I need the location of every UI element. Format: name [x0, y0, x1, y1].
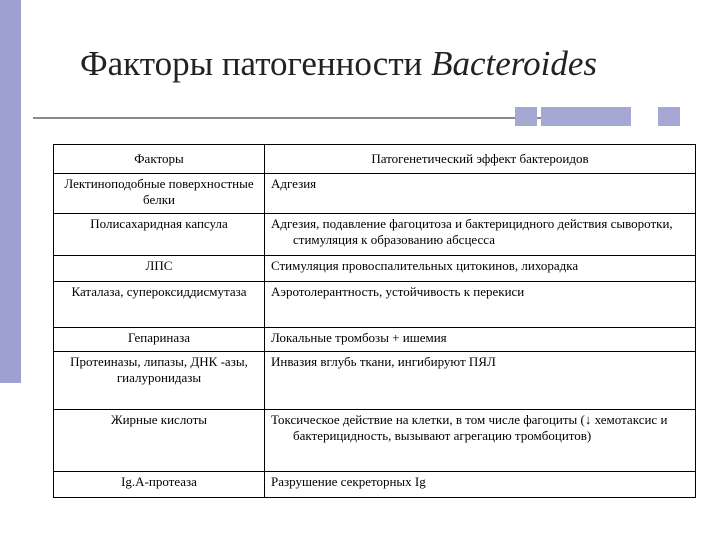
table-row — [54, 410, 696, 472]
factor-cell: Жирные кислоты — [54, 410, 265, 472]
factor-cell: Каталаза, супероксиддисмутаза — [54, 282, 265, 328]
left-accent-bar — [0, 0, 21, 383]
effect-cell: Адгезия, подавление фагоцитоза и бактерицидного действия сыворотки, стимуляция к образованию абсцесса — [271, 216, 673, 247]
table-row — [54, 282, 696, 328]
table-row — [54, 174, 696, 214]
factor-cell: Полисахаридная капсула — [54, 214, 265, 256]
title-divider — [33, 117, 628, 119]
factor-cell: Лектиноподобные поверхностные белки — [54, 174, 265, 214]
table-header-row — [54, 145, 696, 174]
factor-cell: Ig.A-протеаза — [54, 472, 265, 498]
header-effect: Патогенетический эффект бактероидов — [265, 145, 696, 174]
effect-cell: Инвазия вглубь ткани, ингибируют ПЯЛ — [265, 352, 696, 410]
table-row — [54, 352, 696, 410]
header-factors: Факторы — [54, 145, 265, 174]
decorative-square-1 — [515, 107, 537, 126]
slide-title — [80, 44, 597, 84]
factor-cell: Гепариназа — [54, 328, 265, 352]
effect-cell: Разрушение секреторных Ig — [265, 472, 696, 498]
title-main: Факторы патогенности — [80, 44, 432, 83]
table-row — [54, 214, 696, 256]
factor-cell: Протеиназы, липазы, ДНК -азы, гиалуронидазы — [54, 352, 265, 410]
table-row — [54, 472, 696, 498]
table-row — [54, 256, 696, 282]
title-italic: Bacteroides — [431, 44, 597, 83]
effect-cell: Адгезия — [265, 174, 696, 214]
effect-cell: Стимуляция провоспалительных цитокинов, лихорадка — [265, 256, 696, 282]
decorative-square-2 — [658, 107, 680, 126]
factors-table — [53, 144, 696, 498]
effect-cell: Аэротолерантность, устойчивость к перекиси — [265, 282, 696, 328]
decorative-bar — [541, 107, 631, 126]
table-row — [54, 328, 696, 352]
effect-cell: Токсическое действие на клетки, в том числе фагоциты (↓ хемотаксис и бактерицидность, вызывают агрегацию тромбоцитов) — [271, 412, 668, 443]
factor-cell: ЛПС — [54, 256, 265, 282]
effect-cell: Локальные тромбозы + ишемия — [265, 328, 696, 352]
